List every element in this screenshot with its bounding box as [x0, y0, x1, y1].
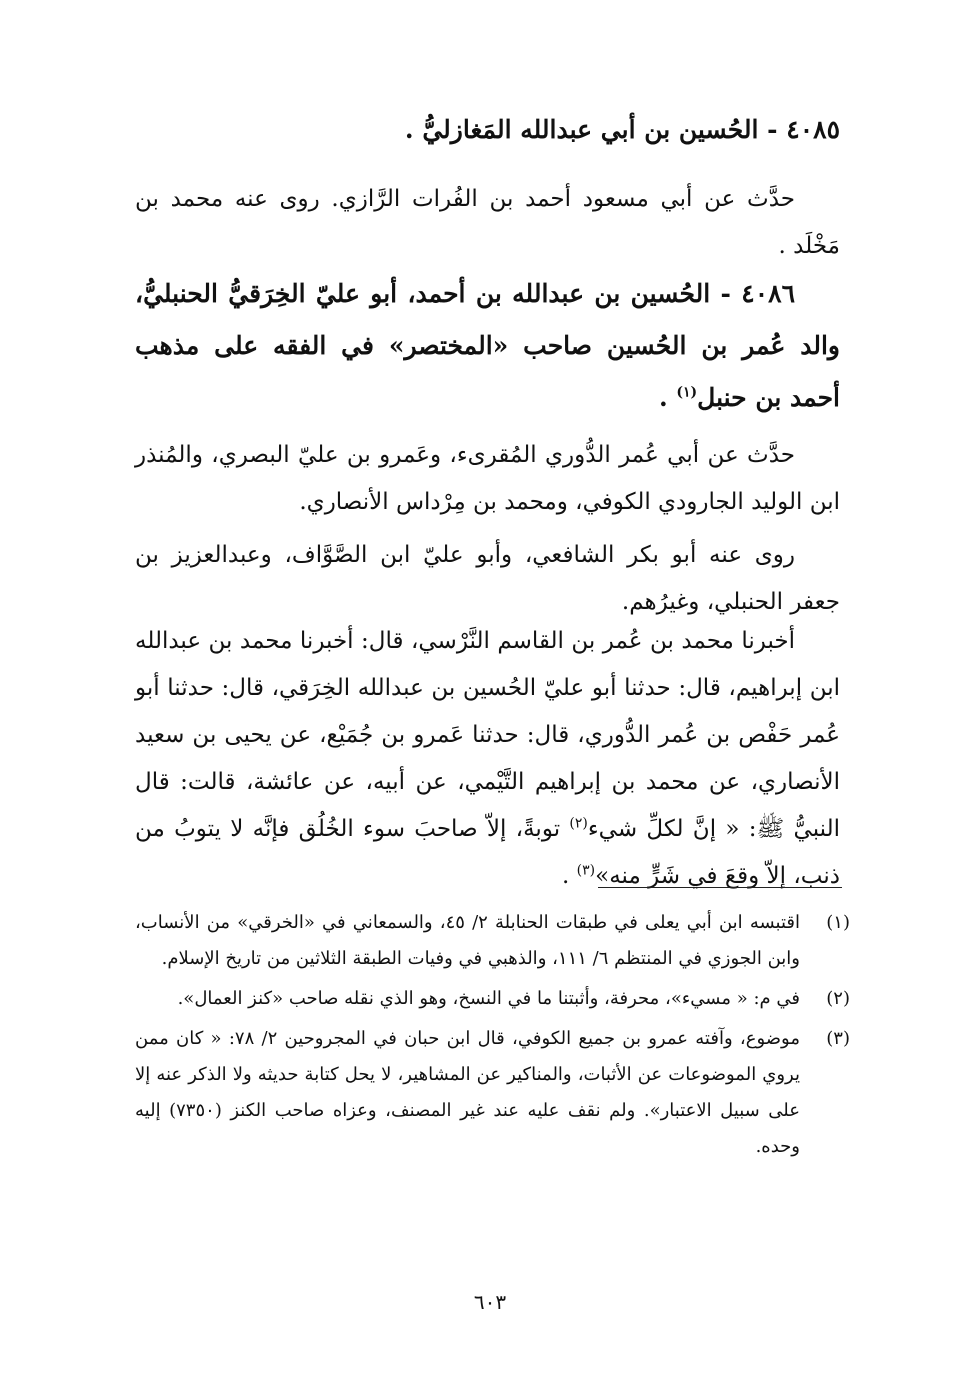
- footnote-text: موضوع، وآفته عمرو بن جميع الكوفي، قال ابن حبان في المجروحين ٢/ ٧٨: « كان ممن يروي الموضوعات عن الأثبات، والمناكير عن المشاهير، لا يحل كتابة حديثه ولا الذكر عنه إلا على سبيل الاعتبار». ولم نقف عليه عند غير المصنف، وعزاه صاحب الكنز (٧٣٥٠) إليه وحده.: [135, 1028, 801, 1157]
- footnote-ref-2: (٢): [569, 815, 588, 832]
- entry-heading-4086: [135, 268, 840, 424]
- narrators-from-text: حدَّث عن أبي عُمر الدُّوري المُقرىء، وعَمرو بن عليّ البصري، والمُنذر ابن الوليد الجارودي الكوفي، ومحمد بن مِرْداس الأنصاري.: [135, 442, 840, 515]
- page-number: ٦٠٣: [473, 1290, 507, 1314]
- narrators-to-text: روى عنه أبو بكر الشافعي، وأبو عليّ ابن الصَّوَّاف، وعبدالعزيز بن جعفر الحنبلي، وغيرُهم.: [135, 542, 840, 615]
- footnote-divider: [598, 887, 842, 888]
- isnad-text: أخبرنا محمد بن عُمر بن القاسم النَّرْسي، قال: أخبرنا محمد بن عبدالله ابن إبراهيم، قال: حدثنا أبو عليّ الحُسين بن عبدالله الخِرَقي، قال: حدثنا أبو عُمر حَفْص بن عُمر الدُّوري، قال: حدثنا عَمرو بن جُمَيْع، عن يحيى بن سعيد الأنصاري، عن محمد بن إبراهيم التَّيْمي، عن أبيه، عن عائشة، قالت: قال النبيُّ ﷺ: « إنَّ لكلِّ شيء: [135, 628, 840, 842]
- footnote-text: اقتبسه ابن أبي يعلى في طبقات الحنابلة ٢/ ٤٥، والسمعاني في «الخرقي» من الأنساب، وابن الجوزي في المنتظم ٦/ ١١١، والذهبي في وفيات الطبقة الثلاثين من تاريخ الإسلام.: [135, 912, 800, 969]
- footnote-number: (١): [826, 912, 850, 933]
- entry-heading-4085: [135, 104, 840, 156]
- entry-paragraph: [135, 176, 840, 270]
- entry-heading-text: ٤٠٨٥ - الحُسين بن أبي عبدالله المَغازليُّ .: [404, 115, 840, 144]
- entry-heading-text: ٤٠٨٦ - الحُسين بن عبدالله بن أحمد، أبو عليّ الخِرَقيُّ الحنبليُّ، والد عُمر بن الحُسين صاحب «المختصر» في الفقه على مذهب أحمد بن حنبل: [135, 279, 840, 412]
- footnote-number: (٣): [826, 1028, 850, 1049]
- footnote-ref-3: (٣): [576, 862, 596, 879]
- narration-text: حدَّث عن أبي مسعود أحمد بن الفُرات الرَّازي. روى عنه محمد بن مَخْلَد .: [135, 186, 840, 259]
- isnad-text-cont: توبةً، إلاّ صاحبَ سوء الخُلُق فإنَّه لا يتوبُ من ذنب، إلاّ وقعَ في شَرٍّ منه»: [135, 816, 840, 889]
- footnote-item: [135, 1021, 850, 1165]
- isnad-paragraph: [135, 618, 840, 900]
- isnad-end: .: [562, 863, 577, 889]
- footnote-ref-1: (١): [676, 384, 698, 401]
- footnote-item: [135, 981, 850, 1017]
- heading-end: .: [658, 383, 677, 412]
- footnote-number: (٢): [826, 988, 850, 1009]
- entry-paragraph: [135, 432, 840, 526]
- footnotes-section: [135, 905, 850, 1169]
- entry-paragraph: [135, 532, 840, 626]
- footnote-text: في م: « مسيء»، محرفة، وأثبتنا ما في النسخ، وهو الذي نقله صاحب «كنز العمال».: [177, 988, 800, 1009]
- footnote-item: [135, 905, 850, 977]
